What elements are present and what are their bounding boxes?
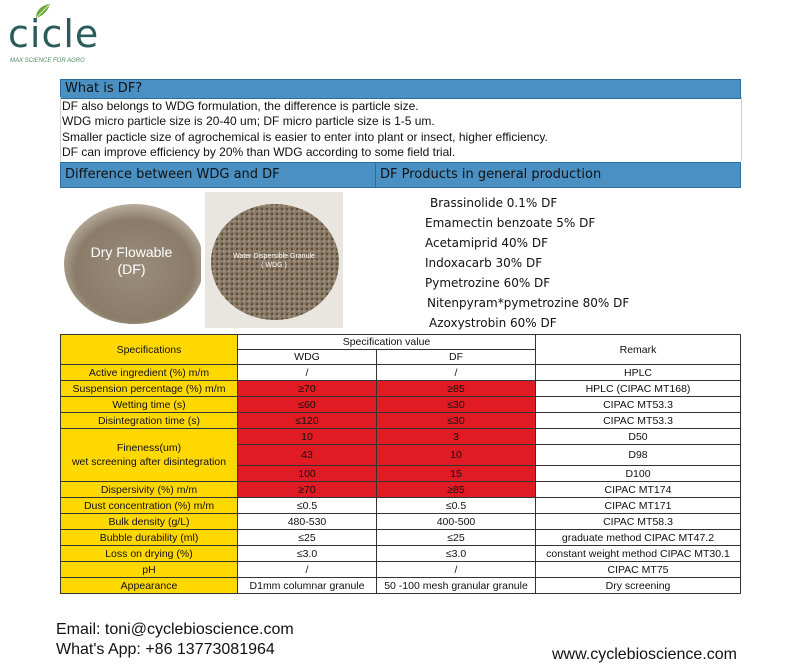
spec-remark: D100 — [536, 466, 741, 482]
spec-wdg: ≤3.0 — [238, 546, 377, 562]
table-row — [61, 546, 741, 562]
spec-wdg: ≤120 — [238, 413, 377, 429]
contact-email[interactable]: Email: toni@cyclebioscience.com — [56, 621, 294, 638]
spec-df: 15 — [377, 466, 536, 482]
spec-name: Dispersivity (%) m/m — [61, 482, 238, 498]
brand-tagline: MAX SCIENCE FOR AGRO — [10, 58, 85, 64]
spec-wdg: 43 — [238, 445, 377, 466]
brand-name: cicle — [8, 12, 100, 56]
difference-heading: Difference between WDG and DF — [65, 167, 280, 182]
spec-name: Suspension percentage (%) m/m — [61, 381, 238, 397]
wdg-label — [205, 252, 343, 270]
spec-name: Loss on drying (%) — [61, 546, 238, 562]
product-item: Acetamiprid 40% DF — [425, 236, 549, 250]
spec-remark: CIPAC MT53.3 — [536, 397, 741, 413]
spec-name: Appearance — [61, 578, 238, 594]
spec-name: Active ingredient (%) m/m — [61, 365, 238, 381]
spec-remark: graduate method CIPAC MT47.2 — [536, 530, 741, 546]
spec-wdg: 10 — [238, 429, 377, 445]
header-df: DF — [377, 350, 536, 365]
what-is-line: DF also belongs to WDG formulation, the difference is particle size. — [62, 99, 419, 113]
what-is-line: Smaller pacticle size of agrochemical is easier to enter into plant or insect, higher efficiency. — [62, 129, 548, 144]
spec-remark: Dry screening — [536, 578, 741, 594]
difference-heading-bar — [60, 162, 376, 188]
spec-df: 400-500 — [377, 514, 536, 530]
what-is-body — [62, 99, 738, 161]
spec-df: 10 — [377, 445, 536, 466]
what-is-heading-bar — [60, 79, 741, 99]
spec-remark: CIPAC MT58.3 — [536, 514, 741, 530]
spec-df: ≤3.0 — [377, 546, 536, 562]
spec-wdg: 100 — [238, 466, 377, 482]
product-item: Indoxacarb 30% DF — [425, 256, 543, 270]
table-row — [61, 381, 741, 397]
spec-df: / — [377, 365, 536, 381]
df-powder-image — [62, 192, 201, 328]
product-item: Nitenpyram*pymetrozine 80% DF — [427, 296, 630, 310]
spec-remark: constant weight method CIPAC MT30.1 — [536, 546, 741, 562]
spec-df: 50 -100 mesh granular granule — [377, 578, 536, 594]
spec-wdg: ≤0.5 — [238, 498, 377, 514]
table-row — [61, 514, 741, 530]
spec-wdg: / — [238, 365, 377, 381]
fineness-name-line: wet screening after disintegration — [71, 456, 227, 468]
header-specifications: Specifications — [61, 335, 238, 365]
product-item: Emamectin benzoate 5% DF — [425, 216, 596, 230]
what-is-heading: What is DF? — [65, 81, 143, 96]
spec-wdg: ≤60 — [238, 397, 377, 413]
spec-wdg: ≥70 — [238, 381, 377, 397]
spec-remark: CIPAC MT171 — [536, 498, 741, 514]
website-link[interactable]: www.cyclebioscience.com — [552, 646, 737, 663]
wdg-label-line: ( WDG ) — [261, 262, 287, 269]
wdg-granule-image — [205, 192, 343, 328]
spec-df: ≥85 — [377, 381, 536, 397]
table-row — [61, 413, 741, 429]
spec-wdg: 480-530 — [238, 514, 377, 530]
brand-logo — [8, 2, 148, 68]
spec-name: Bubble durability (ml) — [61, 530, 238, 546]
spec-remark: D50 — [536, 429, 741, 445]
spec-remark: CIPAC MT53.3 — [536, 413, 741, 429]
what-is-line: WDG micro particle size is 20-40 um; DF micro particle size is 1-5 um. — [62, 114, 435, 129]
table-row — [61, 429, 741, 445]
product-item: Pymetrozine 60% DF — [425, 276, 551, 290]
spec-name: pH — [61, 562, 238, 578]
product-item: Brassinolide 0.1% DF — [430, 196, 558, 210]
spec-df: ≤30 — [377, 397, 536, 413]
spec-name: Wetting time (s) — [61, 397, 238, 413]
table-row — [61, 578, 741, 594]
df-label-line: (DF) — [117, 261, 146, 277]
fineness-name — [61, 429, 238, 482]
header-spec-value: Specification value — [238, 335, 536, 350]
table-row — [61, 397, 741, 413]
spec-remark: CIPAC MT174 — [536, 482, 741, 498]
table-row — [61, 498, 741, 514]
df-label — [62, 244, 201, 278]
spec-remark: D98 — [536, 445, 741, 466]
spec-wdg: ≥70 — [238, 482, 377, 498]
spec-wdg: ≤25 — [238, 530, 377, 546]
header-remark: Remark — [536, 335, 741, 365]
header-wdg: WDG — [238, 350, 377, 365]
spec-name: Dust concentration (%) m/m — [61, 498, 238, 514]
spec-remark: CIPAC MT75 — [536, 562, 741, 578]
spec-name: Disintegration time (s) — [61, 413, 238, 429]
spec-wdg: / — [238, 562, 377, 578]
spec-df: ≤30 — [377, 413, 536, 429]
what-is-line: DF can improve efficiency by 20% than WDG according to some field trial. — [62, 145, 456, 160]
table-row — [61, 530, 741, 546]
products-heading: DF Products in general production — [380, 167, 602, 182]
spec-df: ≤0.5 — [377, 498, 536, 514]
wdg-label-line: Water Dispersible Granule — [233, 253, 315, 260]
product-item: Azoxystrobin 60% DF — [429, 316, 557, 330]
products-heading-bar — [375, 162, 741, 188]
table-row — [61, 482, 741, 498]
table-row — [61, 562, 741, 578]
spec-name: Bulk density (g/L) — [61, 514, 238, 530]
table-row — [61, 365, 741, 381]
fineness-name-line: Fineness(um) — [116, 442, 182, 454]
df-label-line: Dry Flowable — [90, 244, 173, 260]
spec-df: ≤25 — [377, 530, 536, 546]
spec-table — [60, 334, 741, 594]
spec-df: / — [377, 562, 536, 578]
spec-df: ≥85 — [377, 482, 536, 498]
spec-remark: HPLC (CIPAC MT168) — [536, 381, 741, 397]
contact-whatsapp[interactable]: What's App: +86 13773081964 — [56, 641, 275, 658]
spec-remark: HPLC — [536, 365, 741, 381]
spec-wdg: D1mm columnar granule — [238, 578, 377, 594]
spec-df: 3 — [377, 429, 536, 445]
